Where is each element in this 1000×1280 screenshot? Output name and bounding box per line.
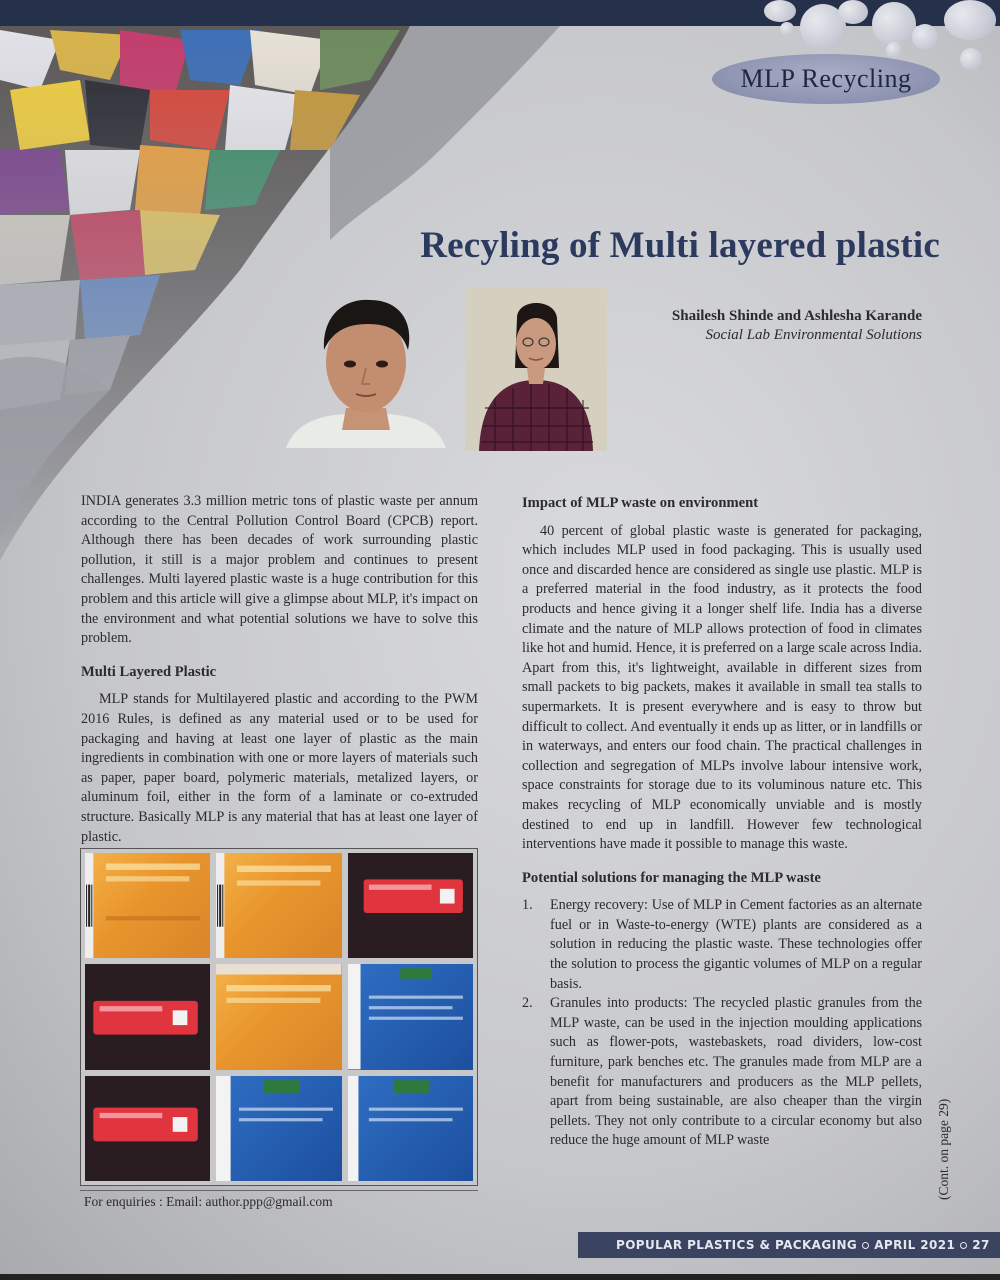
- author-names: Shailesh Shinde and Ashlesha Karande: [671, 308, 922, 324]
- author-organization: Social Lab Environmental Solutions: [705, 327, 922, 343]
- list-item-text: Granules into products: The recycled plastic granules from the MLP waste, can be used in the injection moulding applications such as flower-pots, wastebaskets, road dividers, low-cost furniture, park benches etc. The granules made from MLP are a benefit for manufacturers and producers as the MLP pellets, apart from being sustainable, are also cheaper than the virgin pellets. They not only contribute to a circular economy but also reduce the huge amount of MLP waste: [550, 995, 922, 1149]
- bullet-icon: [960, 1242, 967, 1249]
- bullet-icon: [862, 1242, 869, 1249]
- heading-solutions: Potential solutions for managing the MLP waste: [522, 869, 821, 886]
- bubble-decoration: [838, 0, 868, 24]
- bubble-decoration: [944, 0, 996, 40]
- impact-paragraph: 40 percent of global plastic waste is generated for packaging, which includes MLP used in food packaging. This is usually used once and discarded hence are considered as single use plastic. MLP is a preferred material in the food industry, as it protects the food products and hence giving it a longer shelf life. India has a diverse climate and the nature of MLP allows protection of food in climates like hot and humid. Hence, it is preferred on a large scale across India. Apart from this, it's lightweight, available in different sizes from small packets to big packets, makes it available in small tea stalls to supermarkets. It is present everywhere and is easy to throw but difficult to collect. And eventually it ends up as litter, or in landfills or in waterways, and enters our food chain. The practical challenges in collection and segregation of MLPs involve labour intensive work, space constraints for storage due to its voluminous nature etc. This makes recycling of MLP economically unviable and is mostly destined to end up in landfill. However few technological interventions have made it possible to manage this waste.: [522, 522, 922, 853]
- right-column: [522, 494, 922, 1151]
- orange-wrapper-photo: [216, 964, 341, 1069]
- bubble-decoration: [764, 0, 796, 22]
- list-number: 1.: [522, 897, 533, 914]
- bubble-decoration: [886, 42, 902, 58]
- bubble-decoration: [960, 48, 982, 70]
- section-tag: MLP Recycling: [712, 54, 940, 104]
- enquiry-email: For enquiries : Email: author.ppp@gmail.com: [84, 1194, 333, 1209]
- blue-wrapper-photo: [348, 1076, 473, 1181]
- article-title: Recyling of Multi layered plastic: [420, 225, 940, 266]
- list-item-text: Energy recovery: Use of MLP in Cement factories as an alternate fuel or in Waste-to-energy (WTE) plants are considered as a solution in reducing the plastic waste. These technologies offer the solution to process the gigantic volumes of MLP on a regular basis.: [550, 897, 922, 992]
- page-number: 27: [972, 1238, 990, 1252]
- left-column: [81, 492, 478, 847]
- list-item: [522, 994, 922, 1151]
- divider-line: [80, 1190, 478, 1191]
- heading-multi-layered-plastic: Multi Layered Plastic: [81, 663, 217, 680]
- red-wrapper-photo: [348, 853, 473, 958]
- blue-wrapper-photo: [216, 1076, 341, 1181]
- author-photo-ashlesha: [465, 288, 607, 451]
- mlp-packaging-photo-grid: [80, 848, 478, 1186]
- bubble-decoration: [780, 22, 794, 36]
- mlp-definition-paragraph: MLP stands for Multilayered plastic and according to the PWM 2016 Rules, is defined as any material used or to be used for packaging and having at least one layer of plastic as the main ingredients in combination with one or more layers of materials such as paper, paper board, polymeric materials, metalized layers, or aluminum foil, either in the form of a laminate or co-extruded structure. Basically MLP is any material that has at least one layer of plastic.: [81, 691, 478, 845]
- red-wrapper-photo: [85, 964, 210, 1069]
- magazine-name: POPULAR PLASTICS & PACKAGING: [616, 1238, 858, 1252]
- bubble-decoration: [912, 24, 938, 50]
- solutions-list: [522, 896, 922, 1151]
- heading-impact: Impact of MLP waste on environment: [522, 495, 759, 511]
- orange-wrapper-photo: [85, 853, 210, 958]
- intro-paragraph: INDIA generates 3.3 million metric tons of plastic waste per annum according to the Central Pollution Control Board (CPCB) report. Although there has been decades of work surrounding plastic pollution, it still is a major problem and continues to present challenges. Multi layered plastic waste is a huge contribution for this problem and this article will give a glimpse about MLP, it's impact on the environment and what potential solutions we have to solve this problem.: [81, 493, 478, 647]
- bubble-decoration: [872, 2, 916, 46]
- footer-bar: [578, 1232, 1000, 1258]
- author-photo-shailesh: [286, 290, 446, 448]
- issue-date: APRIL 2021: [874, 1238, 956, 1252]
- continued-note: (Cont. on page 29): [936, 1098, 951, 1200]
- list-number: 2.: [522, 995, 533, 1012]
- bottom-edge: [0, 1274, 1000, 1280]
- orange-wrapper-photo: [216, 853, 341, 958]
- red-wrapper-photo: [85, 1076, 210, 1181]
- blue-wrapper-photo: [348, 964, 473, 1069]
- list-item: [522, 896, 922, 994]
